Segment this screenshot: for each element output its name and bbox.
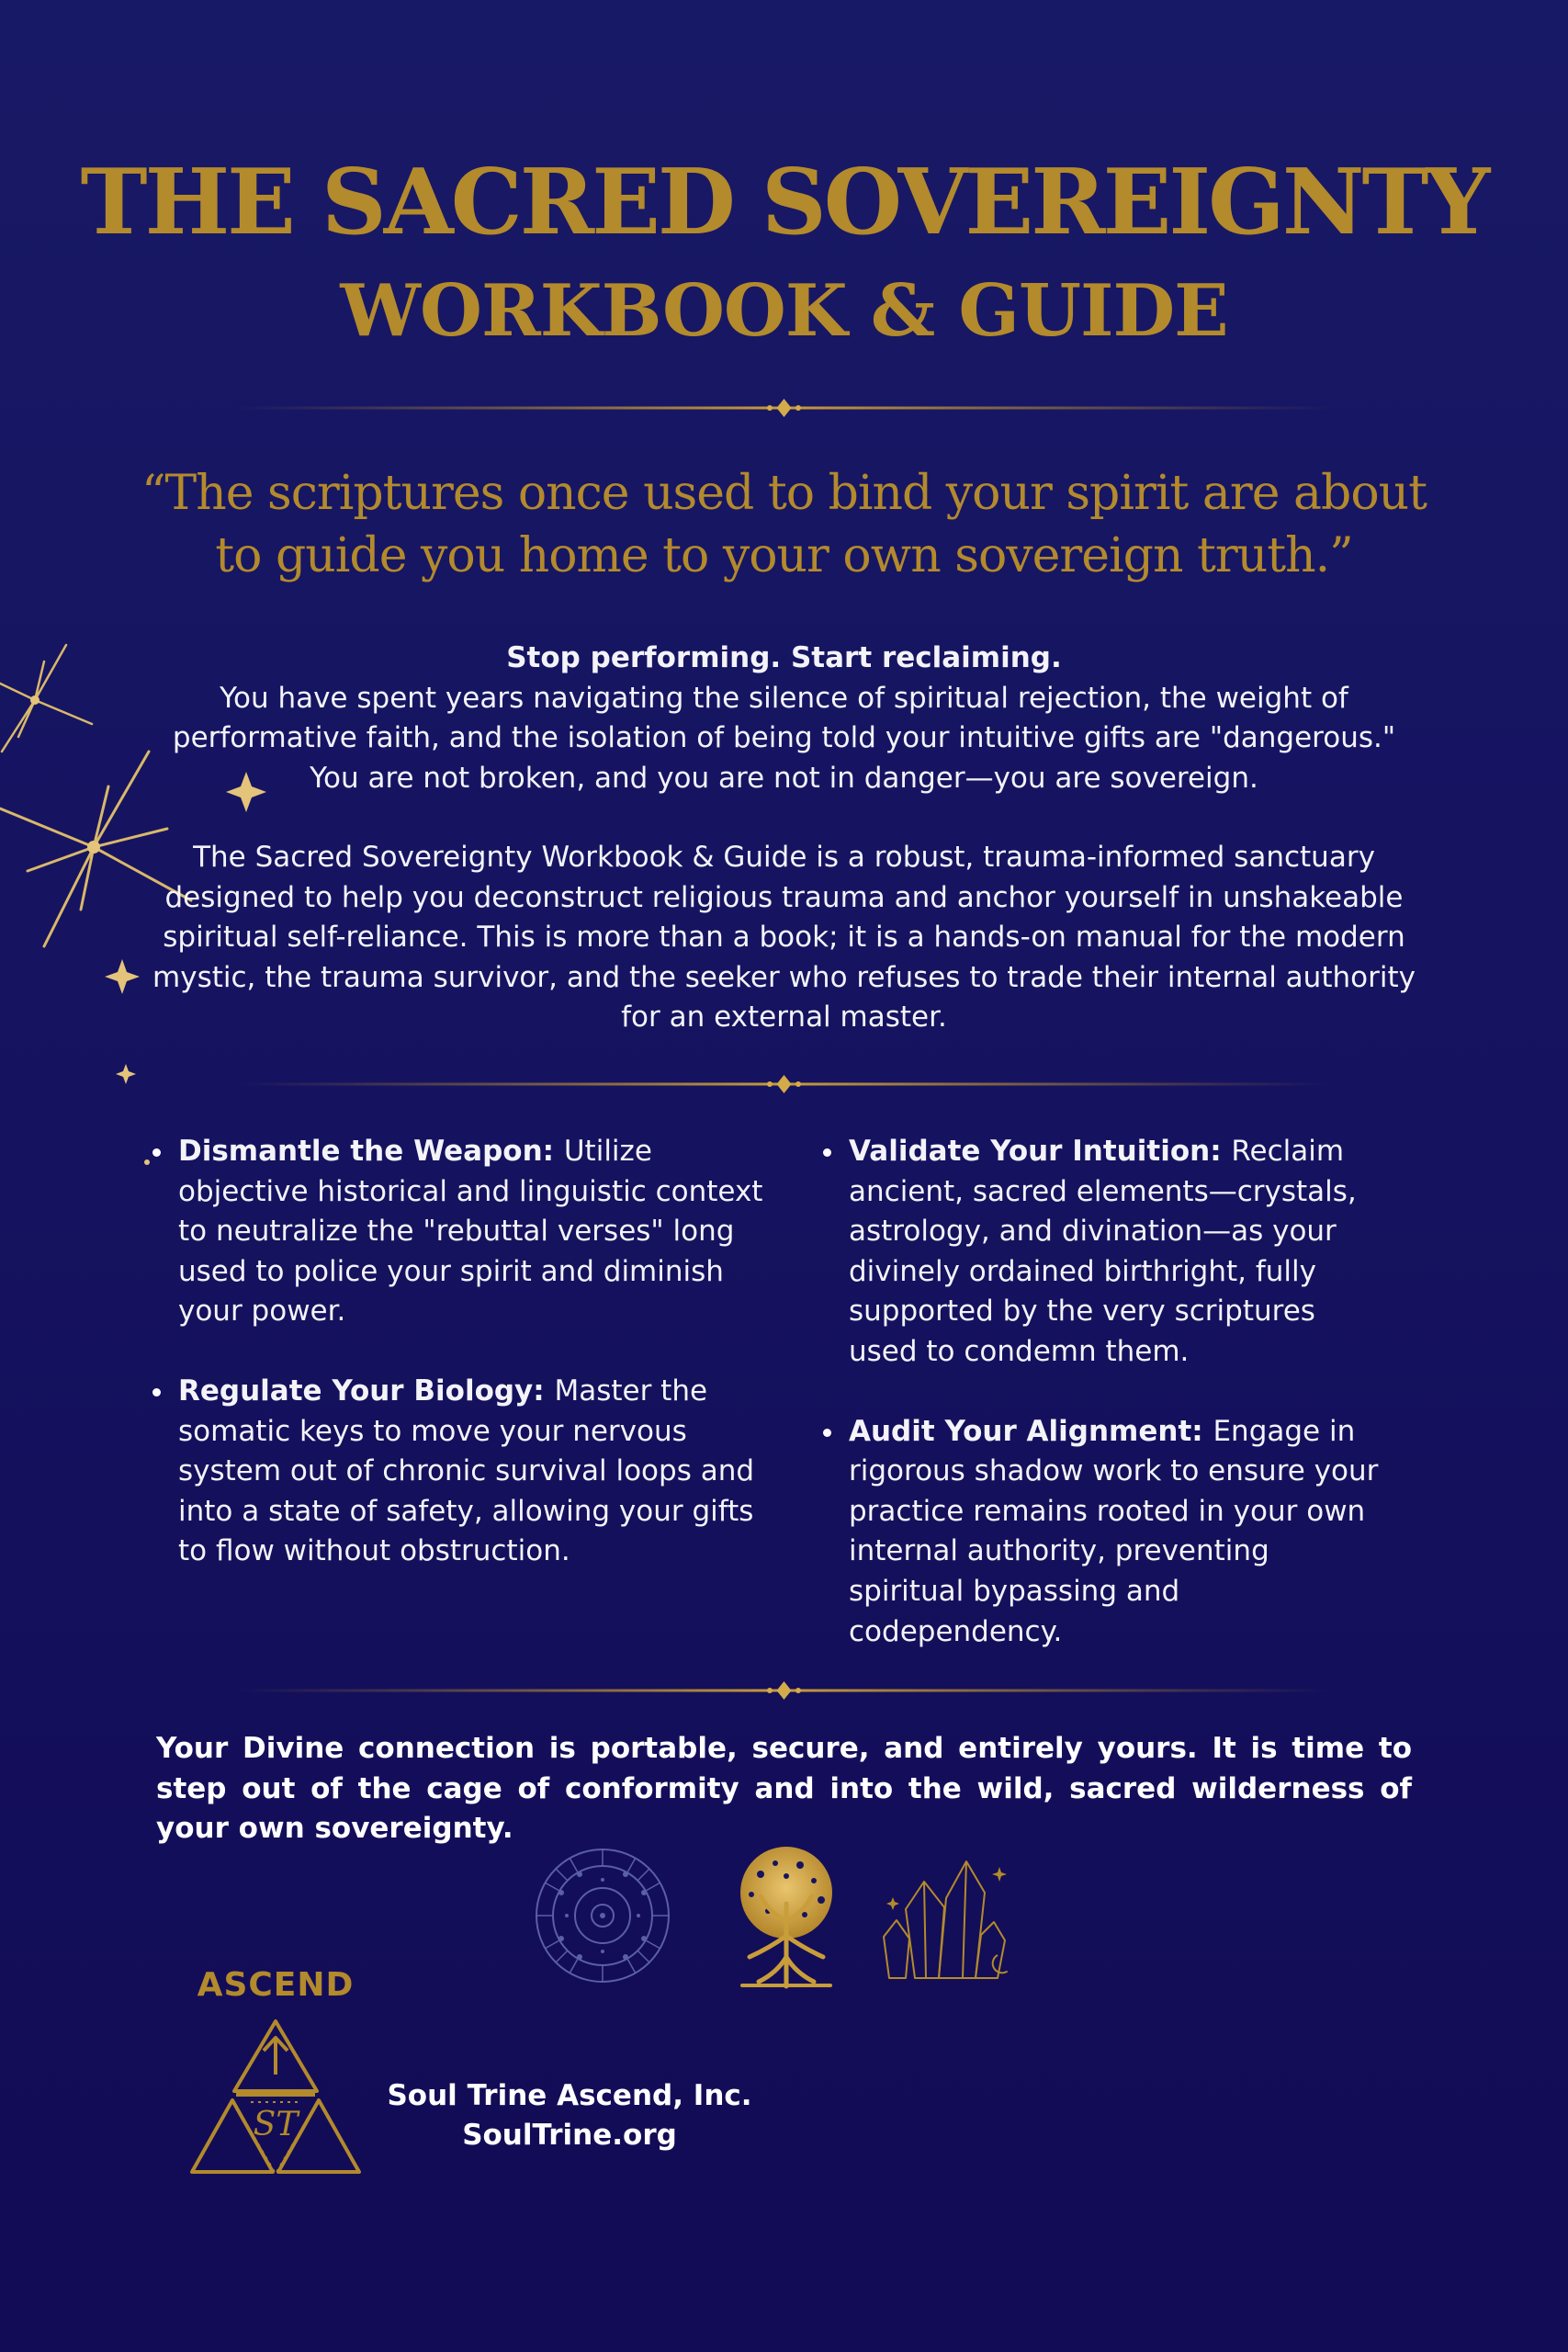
list-item	[147, 1372, 790, 1572]
bullet-title: Audit Your Alignment:	[849, 1414, 1213, 1448]
intro-body: You have spent years navigating the silence of spiritual rejection, the weight of performative faith, and the isolation of being told your intuitive gifts are "dangerous." You are not broken, and you are not in danger—you are sovereign.	[172, 681, 1396, 795]
ornamental-divider	[239, 1679, 1329, 1702]
title-line-1: THE SACRED SOVEREIGNTY	[80, 150, 1488, 255]
list-item	[818, 1132, 1387, 1373]
crystals-icon	[878, 1845, 1016, 1983]
org-name: Soul Trine Ascend, Inc.	[387, 2079, 752, 2112]
logo-letters: ST	[253, 2106, 299, 2143]
bullet-title: Dismantle the Weapon:	[178, 1135, 564, 1168]
feature-quote: “The scriptures once used to bind your spirit are about to guide you home to your own sovereign truth.”	[141, 466, 1427, 583]
benefits-left-column	[147, 1132, 790, 1611]
bullet-title: Validate Your Intuition:	[849, 1135, 1232, 1168]
bullet-text: Reclaim ancient, sacred elements—crystals, astrology, and divination—as your divinely ordained birthright, fully supported by the very scriptures used to condemn them.	[849, 1135, 1357, 1368]
tree-of-life-icon	[713, 1839, 860, 1991]
bullet-text: Utilize objective historical and linguistic context to neutralize the "rebuttal verses" long used to police your spirit and diminish your power.	[178, 1135, 763, 1329]
ornamental-divider	[239, 397, 1329, 419]
org-website[interactable]: SoulTrine.org	[462, 2119, 677, 2152]
organization-info	[367, 2076, 772, 2155]
intro-headline: Stop performing. Start reclaiming.	[506, 641, 1062, 674]
closing-statement: Your Divine connection is portable, secure, and entirely yours. It is time to step out of the cage of conformity and into the wild, sacred wilderness of your own sovereignty.	[156, 1732, 1412, 1846]
brand-name: ASCEND	[197, 1966, 355, 2004]
ascend-logo	[179, 2018, 372, 2183]
bullet-text: Engage in rigorous shadow work to ensure your practice remains rooted in your own internal authority, preventing spiritual bypassing and codependency.	[849, 1414, 1379, 1648]
title-line-2: WORKBOOK & GUIDE	[340, 269, 1228, 353]
bullet-title: Regulate Your Biology:	[178, 1374, 555, 1408]
ornamental-divider	[239, 1073, 1329, 1095]
list-item	[147, 1132, 790, 1332]
bullet-text: Master the somatic keys to move your nervous system out of chronic survival loops and into a state of safety, allowing your gifts to flow without obstruction.	[178, 1374, 755, 1568]
book-description: The Sacred Sovereignty Workbook & Guide is a robust, trauma-informed sanctuary designed to help you deconstruct religious trauma and anchor yourself in unshakeable spiritual self-reliance. This is more than a book; it is a hands-on manual for the modern mystic, the trauma survivor, and the seeker who refuses to trade their internal authority for an external master.	[152, 841, 1416, 1035]
benefits-right-column	[818, 1132, 1387, 1691]
intro-section	[147, 639, 1421, 798]
zodiac-wheel-icon	[534, 1847, 671, 1984]
list-item	[818, 1412, 1387, 1653]
